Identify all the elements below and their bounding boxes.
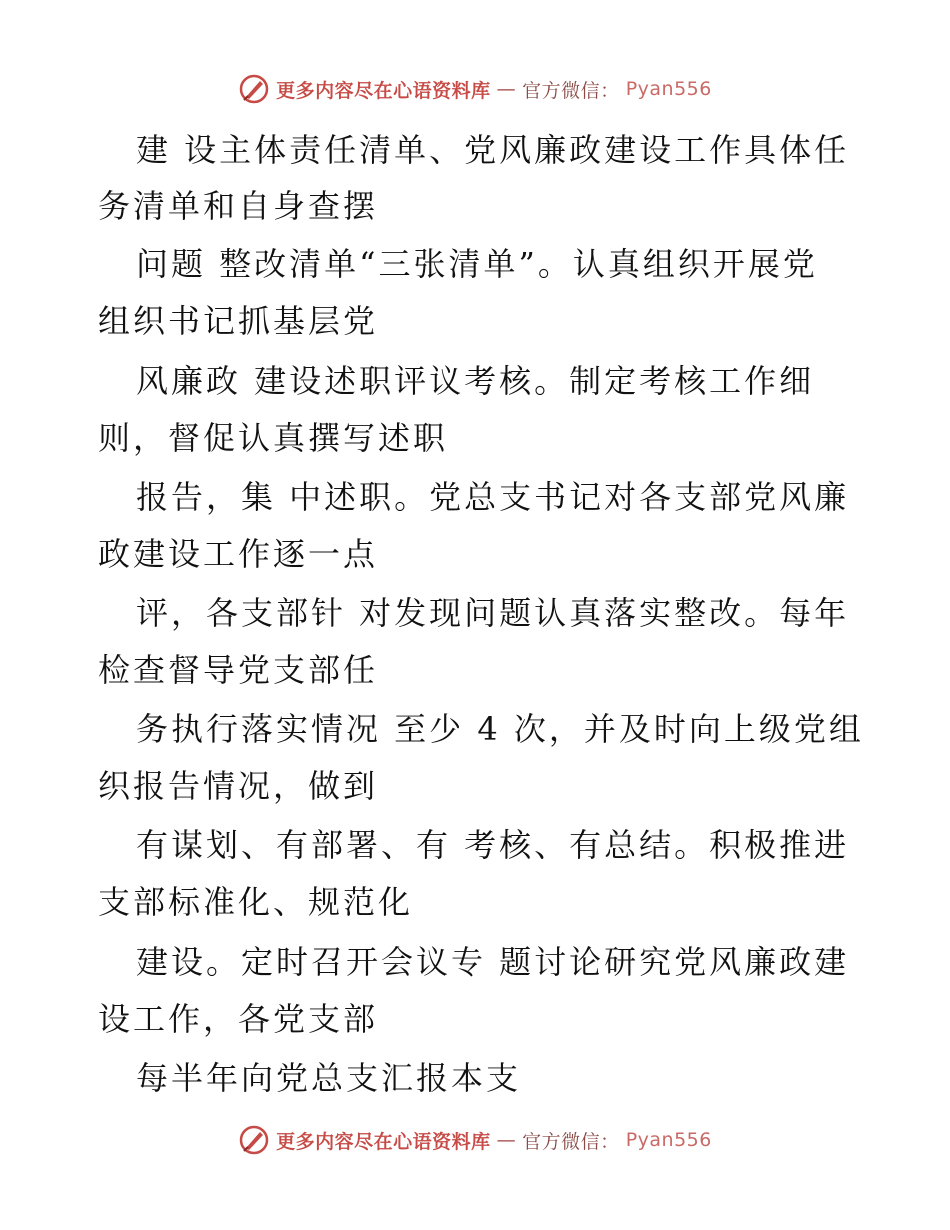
body-line: 报告，集 中述职。党总支书记对各支部党风廉	[136, 478, 850, 516]
footer-watermark	[0, 1124, 950, 1156]
body-line: 则，督促认真撰写述职	[98, 419, 449, 457]
header-watermark	[0, 73, 950, 105]
body-line: 有谋划、有部署、有 考核、有总结。积极推进	[136, 826, 850, 864]
watermark-separator: —	[496, 1129, 517, 1151]
body-line: 评，各支部针 对发现问题认真落实整改。每年	[136, 594, 850, 632]
body-line: 建 设主体责任清单、党风廉政建设工作具体任	[136, 131, 850, 169]
body-line: 务执行落实情况 至少 4 次，并及时向上级党组	[136, 710, 864, 748]
wechat-id: Pyan556	[625, 78, 712, 100]
body-line: 政建设工作逐一点	[98, 535, 379, 573]
body-line: 建设。定时召开会议专 题讨论研究党风廉政建	[136, 943, 850, 981]
body-line: 问题 整改清单“三张清单”。认真组织开展党	[136, 245, 818, 283]
body-line: 组织书记抓基层党	[98, 302, 379, 340]
body-line: 支部标准化、规范化	[98, 883, 414, 921]
body-line: 风廉政 建设述职评议考核。制定考核工作细	[136, 362, 815, 400]
wechat-id: Pyan556	[625, 1129, 712, 1151]
body-line: 务清单和自身查摆	[98, 187, 379, 225]
watermark-text: 更多内容尽在心语资料库	[276, 79, 491, 102]
watermark-text: 更多内容尽在心语资料库	[276, 1130, 491, 1153]
wechat-label: 官方微信：	[522, 1130, 620, 1153]
body-line: 织报告情况，做到	[98, 767, 379, 805]
quill-pen-icon	[238, 73, 270, 105]
quill-pen-icon	[238, 1124, 270, 1156]
wechat-label: 官方微信：	[522, 79, 620, 102]
watermark-separator: —	[496, 78, 517, 100]
body-line: 每半年向党总支汇报本支	[136, 1059, 522, 1097]
body-line: 检查督导党支部任	[98, 651, 379, 689]
body-line: 设工作，各党支部	[98, 1000, 379, 1038]
